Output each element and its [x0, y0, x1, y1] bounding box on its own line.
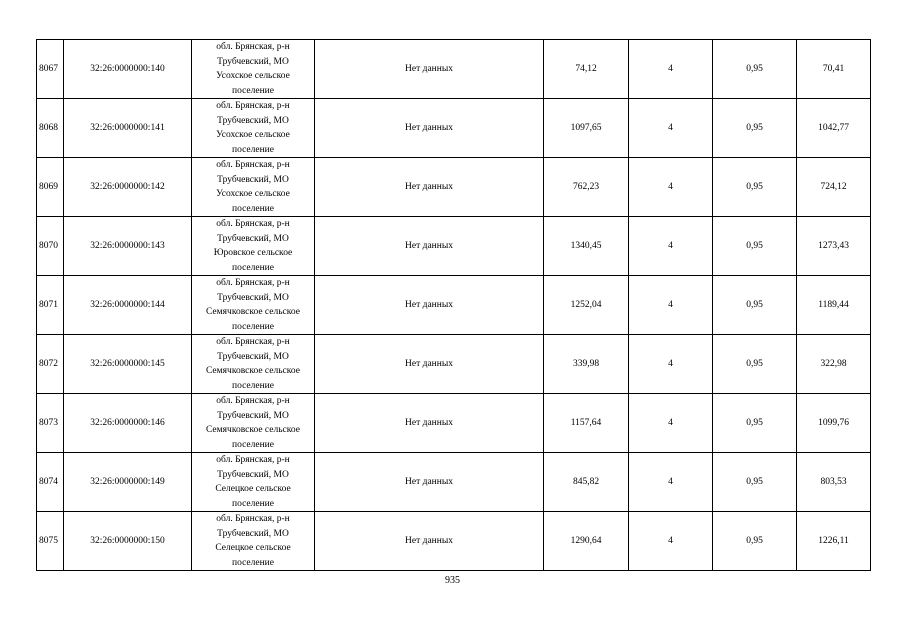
- address-line: обл. Брянская, р-н: [216, 514, 290, 524]
- area-cell: 1340,45: [544, 217, 629, 276]
- status-cell: Нет данных: [315, 276, 544, 335]
- coefficient-cell: 0,95: [713, 158, 797, 217]
- table-row: [37, 512, 871, 571]
- table-row: [37, 276, 871, 335]
- coefficient-cell: 0,95: [713, 276, 797, 335]
- area-cell: 845,82: [544, 453, 629, 512]
- address-line: поселение: [232, 439, 274, 450]
- group-cell: 4: [629, 335, 713, 394]
- address-line: поселение: [232, 144, 274, 155]
- address-line: поселение: [232, 262, 274, 273]
- address-line: Семячковское сельское: [205, 425, 300, 435]
- group-cell: 4: [629, 158, 713, 217]
- address-cell: [192, 394, 315, 453]
- status-cell: Нет данных: [315, 40, 544, 99]
- table-row: [37, 158, 871, 217]
- coefficient-cell: 0,95: [713, 40, 797, 99]
- cadastral-number-cell: 32:26:0000000:140: [64, 40, 192, 99]
- result-cell: 1189,44: [797, 276, 871, 335]
- result-cell: 724,12: [797, 158, 871, 217]
- table-row: [37, 217, 871, 276]
- result-cell: 70,41: [797, 40, 871, 99]
- address-line: Усохское сельское: [216, 71, 290, 81]
- row-number-cell: 8069: [37, 158, 64, 217]
- address-cell: [192, 453, 315, 512]
- page-number: 935: [445, 575, 460, 586]
- address-line: Трубчевский, МО: [217, 233, 289, 244]
- address-line: Трубчевский, МО: [217, 115, 289, 126]
- group-cell: 4: [629, 40, 713, 99]
- address-line: Усохское сельское: [216, 189, 290, 199]
- address-line: Семячковское сельское: [205, 366, 300, 376]
- address-line: обл. Брянская, р-н: [216, 101, 290, 111]
- status-cell: Нет данных: [315, 158, 544, 217]
- coefficient-cell: 0,95: [713, 394, 797, 453]
- group-cell: 4: [629, 512, 713, 571]
- address-line: Трубчевский, МО: [217, 351, 289, 362]
- table-row: [37, 394, 871, 453]
- address-line: поселение: [232, 557, 274, 568]
- row-number-cell: 8075: [37, 512, 64, 571]
- cadastral-number-cell: 32:26:0000000:144: [64, 276, 192, 335]
- area-cell: 339,98: [544, 335, 629, 394]
- row-number-cell: 8068: [37, 99, 64, 158]
- row-number-cell: 8074: [37, 453, 64, 512]
- result-cell: 1042,77: [797, 99, 871, 158]
- coefficient-cell: 0,95: [713, 99, 797, 158]
- address-cell: [192, 217, 315, 276]
- area-cell: 74,12: [544, 40, 629, 99]
- address-cell: [192, 40, 315, 99]
- result-cell: 1273,43: [797, 217, 871, 276]
- status-cell: Нет данных: [315, 512, 544, 571]
- cadastral-number-cell: 32:26:0000000:146: [64, 394, 192, 453]
- registry-table: [36, 39, 871, 571]
- cadastral-number-cell: 32:26:0000000:145: [64, 335, 192, 394]
- result-cell: 1226,11: [797, 512, 871, 571]
- coefficient-cell: 0,95: [713, 335, 797, 394]
- area-cell: 1290,64: [544, 512, 629, 571]
- area-cell: 1097,65: [544, 99, 629, 158]
- table-row: [37, 335, 871, 394]
- row-number-cell: 8070: [37, 217, 64, 276]
- result-cell: 322,98: [797, 335, 871, 394]
- address-cell: [192, 158, 315, 217]
- address-line: Трубчевский, МО: [217, 469, 289, 480]
- status-cell: Нет данных: [315, 335, 544, 394]
- status-cell: Нет данных: [315, 217, 544, 276]
- address-line: обл. Брянская, р-н: [216, 42, 290, 52]
- address-line: Усохское сельское: [216, 130, 290, 140]
- address-line: обл. Брянская, р-н: [216, 219, 290, 229]
- address-line: поселение: [232, 380, 274, 391]
- address-line: поселение: [232, 498, 274, 509]
- address-line: обл. Брянская, р-н: [216, 278, 290, 288]
- coefficient-cell: 0,95: [713, 217, 797, 276]
- table-row: [37, 40, 871, 99]
- result-cell: 803,53: [797, 453, 871, 512]
- group-cell: 4: [629, 453, 713, 512]
- address-line: Трубчевский, МО: [217, 410, 289, 421]
- group-cell: 4: [629, 99, 713, 158]
- table-row: [37, 453, 871, 512]
- row-number-cell: 8071: [37, 276, 64, 335]
- coefficient-cell: 0,95: [713, 453, 797, 512]
- area-cell: 1157,64: [544, 394, 629, 453]
- address-line: обл. Брянская, р-н: [216, 337, 290, 347]
- address-line: Трубчевский, МО: [217, 528, 289, 539]
- cadastral-number-cell: 32:26:0000000:149: [64, 453, 192, 512]
- address-cell: [192, 99, 315, 158]
- address-line: Селецкое сельское: [215, 543, 291, 553]
- table-body: [37, 40, 871, 571]
- status-cell: Нет данных: [315, 394, 544, 453]
- group-cell: 4: [629, 276, 713, 335]
- address-cell: [192, 512, 315, 571]
- cadastral-number-cell: 32:26:0000000:142: [64, 158, 192, 217]
- address-cell: [192, 276, 315, 335]
- group-cell: 4: [629, 217, 713, 276]
- address-line: Трубчевский, МО: [217, 174, 289, 185]
- address-line: обл. Брянская, р-н: [216, 160, 290, 170]
- address-line: Трубчевский, МО: [217, 56, 289, 67]
- cadastral-number-cell: 32:26:0000000:143: [64, 217, 192, 276]
- row-number-cell: 8067: [37, 40, 64, 99]
- area-cell: 1252,04: [544, 276, 629, 335]
- address-line: Семячковское сельское: [205, 307, 300, 317]
- address-cell: [192, 335, 315, 394]
- address-line: поселение: [232, 321, 274, 332]
- address-line: Юровское сельское: [213, 248, 293, 258]
- cadastral-number-cell: 32:26:0000000:141: [64, 99, 192, 158]
- group-cell: 4: [629, 394, 713, 453]
- address-line: Трубчевский, МО: [217, 292, 289, 303]
- address-line: поселение: [232, 203, 274, 214]
- address-line: поселение: [232, 85, 274, 96]
- status-cell: Нет данных: [315, 453, 544, 512]
- address-line: обл. Брянская, р-н: [216, 396, 290, 406]
- row-number-cell: 8072: [37, 335, 64, 394]
- row-number-cell: 8073: [37, 394, 64, 453]
- coefficient-cell: 0,95: [713, 512, 797, 571]
- address-line: Селецкое сельское: [215, 484, 291, 494]
- result-cell: 1099,76: [797, 394, 871, 453]
- status-cell: Нет данных: [315, 99, 544, 158]
- area-cell: 762,23: [544, 158, 629, 217]
- cadastral-number-cell: 32:26:0000000:150: [64, 512, 192, 571]
- table-row: [37, 99, 871, 158]
- address-line: обл. Брянская, р-н: [216, 455, 290, 465]
